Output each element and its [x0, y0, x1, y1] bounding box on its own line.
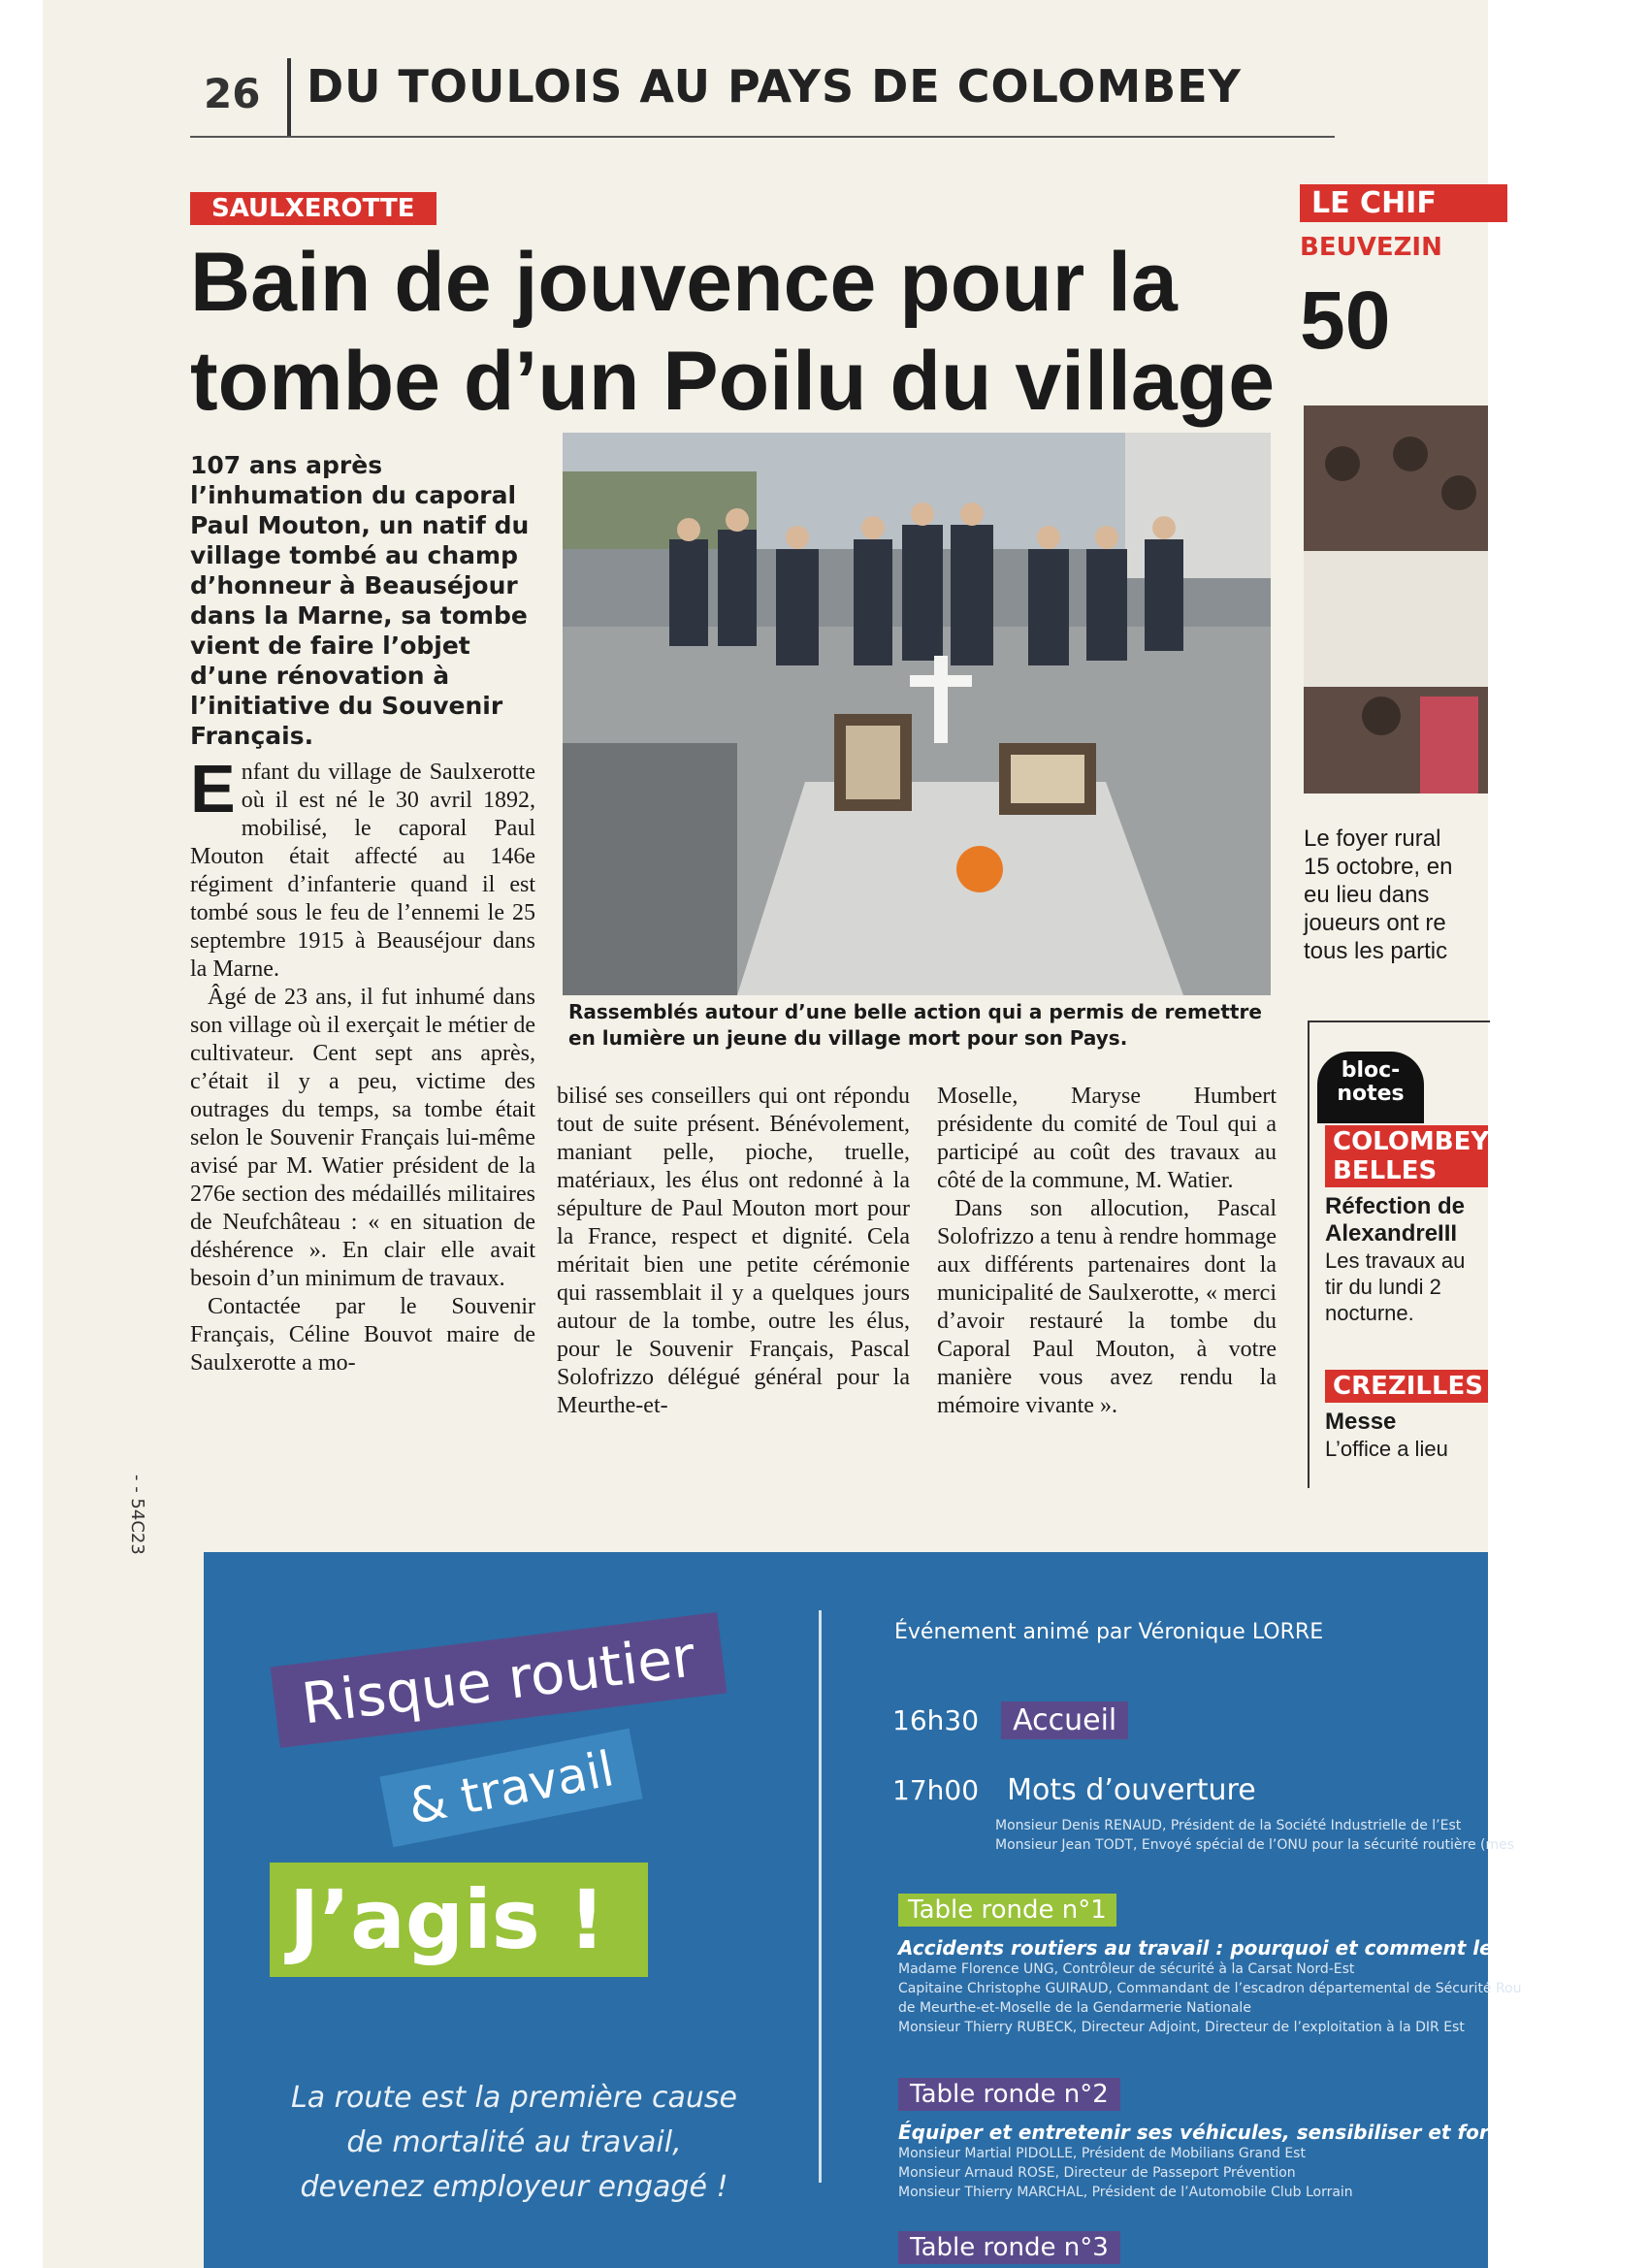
side-article-subkicker: BEUVEZIN — [1300, 233, 1442, 262]
paragraph: Âgé de 23 ans, il fut inhumé dans son village où il exerçait le métier de cultivateur. Cent sept ans après, c’était il y a peu, victime des outrages du temps, sa tombe était selon le Souvenir Français lui-même avisé par M. Watier président de la 276e section des médaillés militaires de Neufchâteau : « en situation de déshérence ». En clair elle avait besoin d’un minimum de travaux. — [190, 985, 535, 1291]
margin-code: - - 54C23 — [127, 1474, 147, 1555]
ad-agenda-item-1: 16h30 Accueil — [892, 1703, 1128, 1737]
bloc-item-1 — [1325, 1125, 1488, 1326]
bloc-item-1-title: Réfection de AlexandreIII — [1325, 1193, 1466, 1247]
article-lead: 107 ans après l’inhumation du caporal Paul Mouton, un natif du village tombé au champ d’honneur à Beauséjour dans la Marne, sa tombe vient de faire l’objet d’une rénovation à l’initiative du Souvenir Français. — [190, 451, 530, 750]
paragraph: Dans son allocution, Pascal Solofrizzo a tenu à rendre hommage aux différents partenaires dont la municipalité de Saulxerotte, « merci d’avoir restauré la tombe du Caporal Paul Mouton, à votre manière vous avez rendu la mémoire vivante ». — [937, 1196, 1277, 1418]
players-photo — [1304, 405, 1488, 794]
side-article-text: Le foyer rural 15 octobre, en eu lieu dans joueurs ont re tous les partic — [1304, 826, 1453, 964]
header-divider — [287, 58, 291, 136]
paragraph: bilisé ses conseillers qui ont répondu tout de suite présent. Bénévolement, maniant pelle, pioche, truelle, matériaux, les élus ont redonné à la sépulture de Paul Mouton mort pour la France, respect et dignité. Cela méritait bien une petite cérémonie qui rassemblait il y a quelques jours autour de la tombe, outre les élus, pour le Souvenir Français, Pascal Solofrizzo délégué général pour la Meurthe-et- — [557, 1084, 910, 1418]
headline-line-1: Bain de jouvence pour la — [190, 236, 1178, 329]
side-article-headline: 50 — [1300, 275, 1391, 366]
bloc-item-2 — [1325, 1370, 1488, 1462]
photo-caption: Rassemblés autour d’une belle action qui a permis de remettre en lumière un jeune du village mort pour son Pays. — [568, 1000, 1262, 1050]
paragraph: Enfant du village de Saulxerotte où il est né le 30 avril 1892, mobilisé, le caporal Paul Mouton était affecté au 146e régiment d’infanterie quand il est tombé sous le feu de l’ennemi le 25 septembre 1915 à Beauséjour dans la Marne. — [190, 751, 535, 982]
article-kicker: SAULXEROTTE — [190, 192, 436, 225]
article-headline — [190, 233, 1306, 431]
ad-agenda-item-2: 17h00 Mots d’ouverture — [892, 1773, 1256, 1807]
header-rule — [190, 136, 1335, 138]
bloc-item-2-title: Messe — [1325, 1409, 1397, 1435]
bloc-item-1-text: Les travaux au tir du lundi 2 nocturne. — [1325, 1248, 1466, 1325]
side-article-kicker: LE CHIF — [1300, 184, 1507, 222]
ad-tag-travail: & travail — [379, 1729, 642, 1848]
headline-line-2: tombe d’un Poilu du village — [190, 335, 1276, 428]
drop-cap: E — [190, 751, 236, 826]
bloc-item-2-tag: CREZILLES — [1325, 1370, 1488, 1403]
ad-round-table-1: Table ronde n°1 Accidents routiers au travail : pourquoi et comment les prév Madame Florence UNG, Contrôleur de sécurité à la Carsat Nord-Est Capitaine Christophe GUIRAUD, Commandant de l’escadron départemental de Sécurité Rou de Meurthe-et-Moselle de la Gendarmerie Nationale Monsieur Thierry RUBECK, Directeur Adjoint, Directeur de l’exploitation à la DIR Est — [898, 1895, 1561, 2035]
ad-round-table-2: Table ronde n°2 Équiper et entretenir ses véhicules, sensibiliser et former les c Monsieur Martial PIDOLLE, Président de Mobilians Grand Est Monsieur Arnaud ROSE, Directeur de Passeport Prévention Monsieur Thierry MARCHAL, Président de l’Automobile Club Lorrain — [898, 2080, 1589, 2200]
ad-tag-risque-routier: Risque routier — [271, 1612, 727, 1748]
paragraph: Contactée par le Souvenir Français, Céline Bouvot maire de Saulxerotte a mo- — [190, 1294, 535, 1376]
ad-slogan: La route est la première cause de mortalité au travail, devenez employeur engagé ! — [291, 2081, 737, 2204]
article-photo — [563, 433, 1271, 995]
article-column-2 — [557, 1083, 910, 1420]
ad-divider — [819, 1610, 822, 2183]
ad-round-table-3: Table ronde n°3 — [898, 2233, 1120, 2262]
bloc-notes-title: bloc-notes — [1317, 1052, 1424, 1123]
bloc-item-1-tag: COLOMBEY BELLES — [1325, 1125, 1488, 1187]
article-column-1 — [190, 751, 535, 1377]
bloc-item-2-text: L’office a lieu — [1325, 1437, 1448, 1461]
paragraph: Moselle, Maryse Humbert présidente du comité de Toul qui a participé au coût des travaux au côté de la commune, M. Watier. — [937, 1084, 1277, 1193]
section-title: DU TOULOIS AU PAYS DE COLOMBEY — [307, 60, 1242, 113]
ad-agenda-item-2-speakers: Monsieur Denis RENAUD, Président de la Société Industrielle de l’Est Monsieur Jean TODT, Envoyé spécial de l’ONU pour la sécurité routière (mes — [995, 1818, 1515, 1853]
ad-tag-jagis: J’agis ! — [270, 1863, 648, 1977]
cemetery-group-photo — [563, 433, 1271, 995]
article-column-3 — [937, 1083, 1277, 1420]
page-number: 26 — [204, 70, 261, 117]
ad-host: Événement animé par Véronique LORRE — [894, 1620, 1324, 1644]
side-article-photo — [1304, 405, 1488, 794]
advertisement — [204, 1552, 1589, 2268]
